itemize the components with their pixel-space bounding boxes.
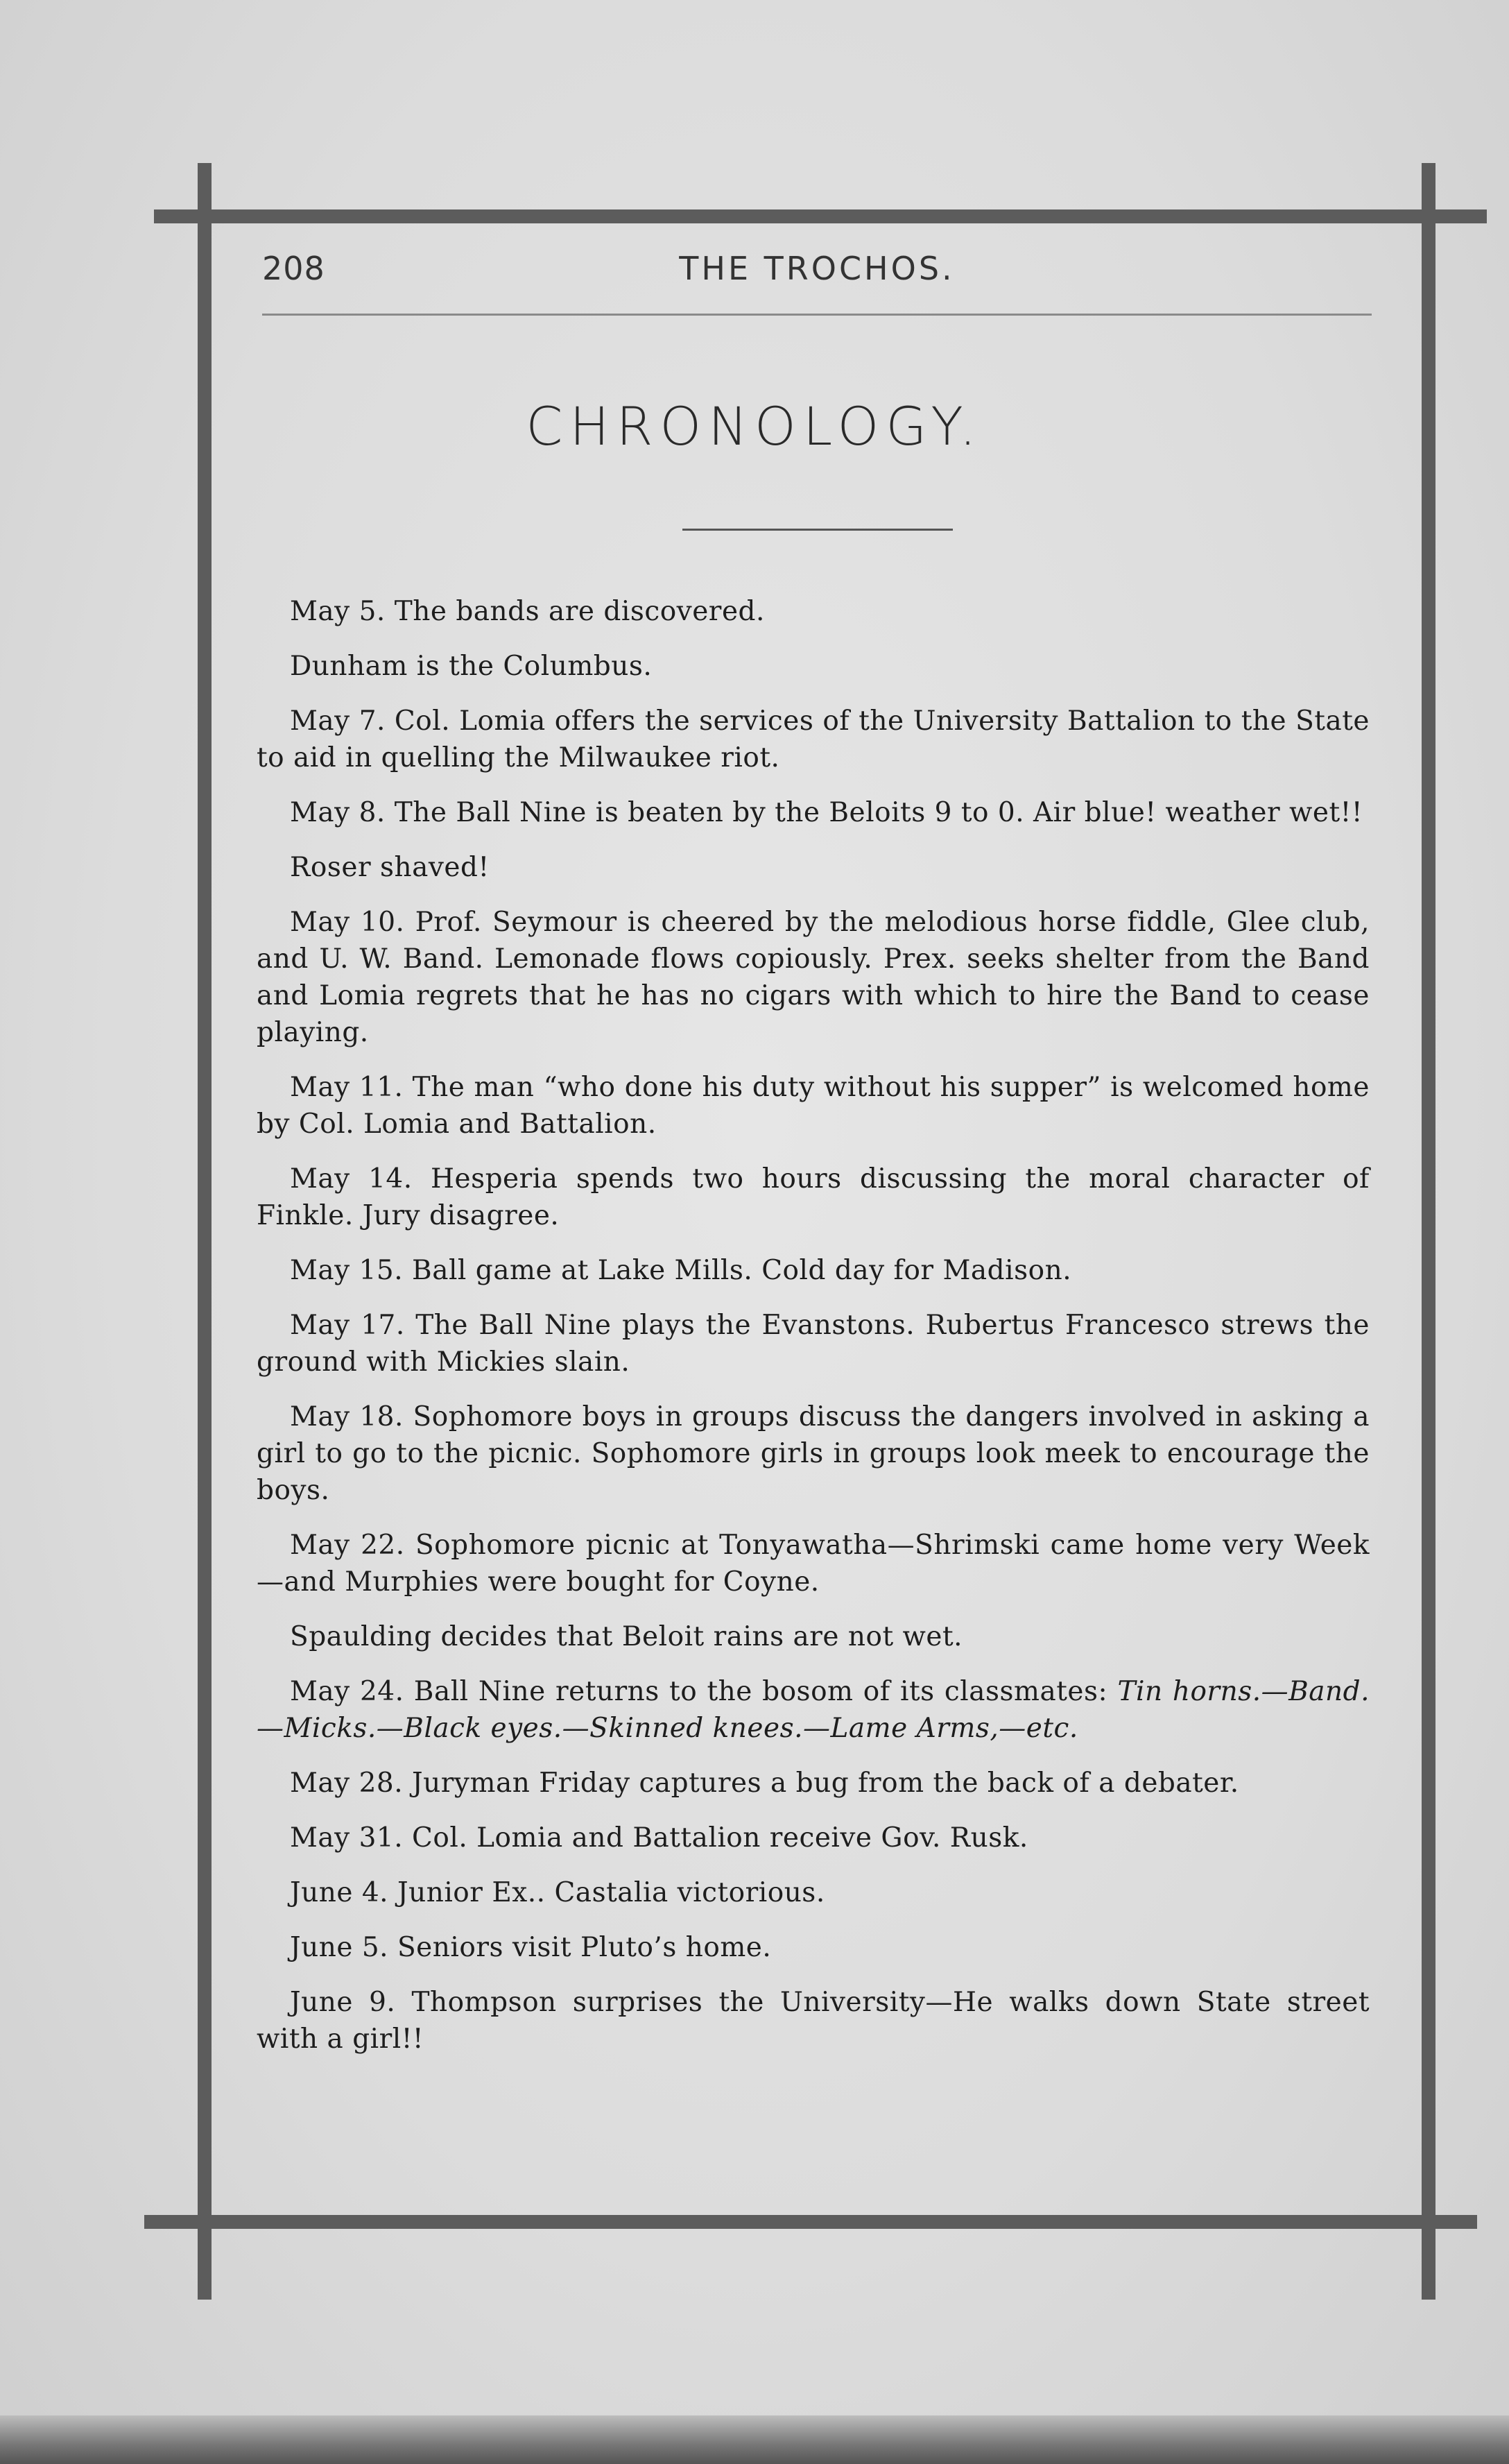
frame-right-rule — [1422, 163, 1435, 2300]
chronology-entry: May 8. The Ball Nine is beaten by the Beloits 9 to 0. Air blue! weather wet!! — [290, 797, 1363, 828]
frame-bottom-rule — [144, 2215, 1477, 2229]
chronology-entry: Dunham is the Columbus. — [290, 651, 653, 682]
page-title: CHRONOLOGY. — [526, 395, 983, 457]
chronology-entry: May 5. The bands are discovered. — [290, 596, 765, 627]
chronology-entry: May 24. Ball Nine returns to the bosom of its classmates: Tin horns.—Band.—Micks.—Black eyes.—Skinned knees.—Lame Arms,—etc. — [257, 1676, 1370, 1744]
chronology-entry: Roser shaved! — [290, 852, 490, 883]
chronology-entry: May 18. Sophomore boys in groups discuss the dangers involved in asking a girl to go to the picnic. Sophomore girls in groups look meek to encourage the boys. — [257, 1401, 1370, 1506]
chronology-entry: May 15. Ball game at Lake Mills. Cold day for Madison. — [290, 1255, 1072, 1286]
chronology-entry: June 9. Thompson surprises the University—He walks down State street with a girl!! — [257, 1987, 1370, 2055]
chronology-list — [257, 593, 1370, 2076]
chronology-entry: May 17. The Ball Nine plays the Evanstons. Rubertus Francesco strews the ground with Mickies slain. — [257, 1310, 1370, 1378]
chronology-entry: May 31. Col. Lomia and Battalion receive Gov. Rusk. — [290, 1822, 1028, 1854]
chronology-entry: May 10. Prof. Seymour is cheered by the melodious horse fiddle, Glee club, and U. W. Band. Lemonade flows copiously. Prex. seeks shelter from the Band and Lomia regrets that he has no cigars with which to hire the Band to cease playing. — [257, 907, 1370, 1048]
frame-left-rule — [198, 163, 212, 2300]
chronology-entry: May 14. Hesperia spends two hours discussing the moral character of Finkle. Jury disagree. — [257, 1163, 1370, 1231]
chronology-entry: May 11. The man “who done his duty without his supper” is welcomed home by Col. Lomia and Battalion. — [257, 1072, 1370, 1140]
title-underline — [682, 529, 953, 531]
header-divider — [262, 314, 1372, 316]
chronology-entry: May 22. Sophomore picnic at Tonyawatha—Shrimski came home very Week—and Murphies were bought for Coyne. — [257, 1530, 1370, 1598]
italic-list: Tin horns.—Band.—Micks.—Black eyes.—Skinned knees.—Lame Arms,—etc. — [257, 1676, 1370, 1744]
running-head — [262, 250, 1372, 298]
frame-top-rule — [154, 209, 1487, 223]
journal-title: THE TROCHOS. — [679, 250, 955, 287]
chronology-entry: May 28. Juryman Friday captures a bug from the back of a debater. — [290, 1768, 1239, 1799]
page-number: 208 — [262, 250, 325, 287]
chronology-entry: May 7. Col. Lomia offers the services of the University Battalion to the State to aid in quelling the Milwaukee riot. — [257, 705, 1370, 773]
chronology-entry: June 4. Junior Ex.. Castalia victorious. — [290, 1877, 825, 1908]
scan-edge-shadow — [0, 2415, 1509, 2464]
chronology-entry: Spaulding decides that Beloit rains are not wet. — [290, 1621, 963, 1652]
chronology-entry: June 5. Seniors visit Pluto’s home. — [290, 1932, 772, 1963]
